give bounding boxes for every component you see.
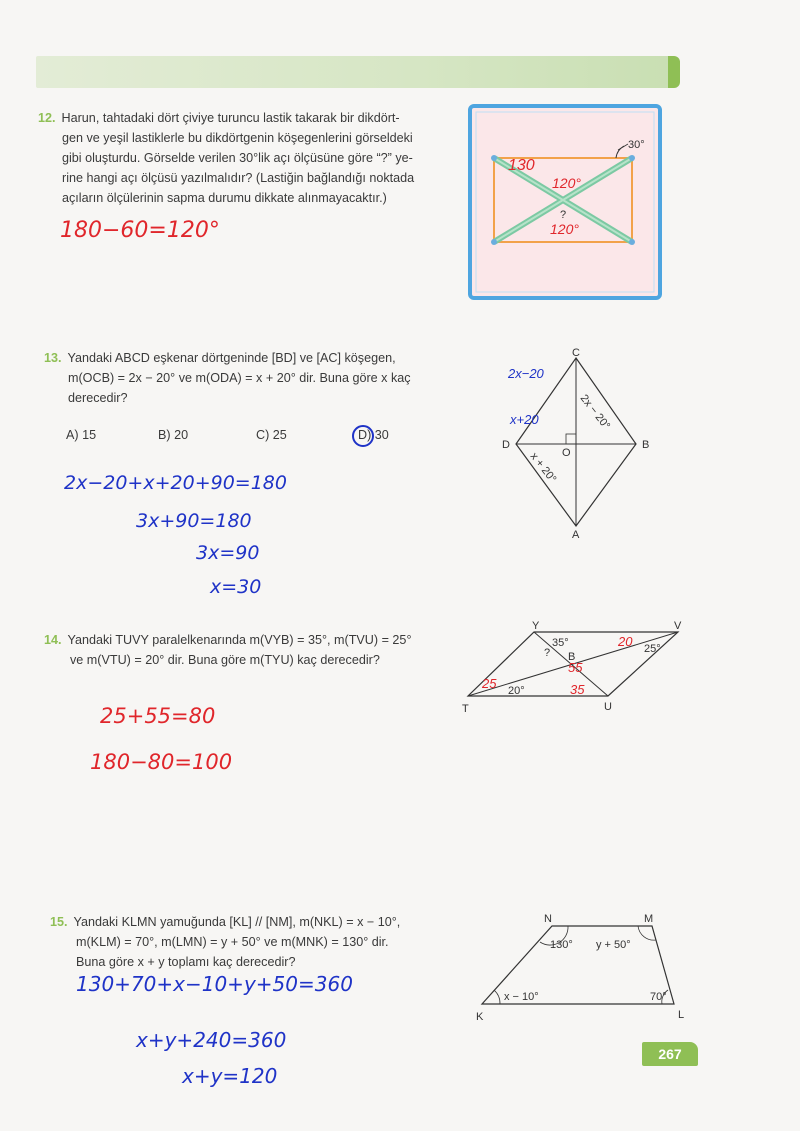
handwritten-work-14-line-1: 25+55=80 xyxy=(100,704,216,728)
svg-text:55: 55 xyxy=(568,660,583,675)
handwritten-work-15-line-2: x+y+240=360 xyxy=(136,1028,287,1052)
svg-text:U: U xyxy=(604,701,612,713)
svg-text:M: M xyxy=(644,913,654,925)
svg-text:x + 20°: x + 20° xyxy=(527,450,559,486)
svg-text:V: V xyxy=(674,620,682,632)
svg-text:2x−20: 2x−20 xyxy=(508,366,544,381)
svg-text:20°: 20° xyxy=(508,685,525,697)
svg-text:x+20: x+20 xyxy=(510,412,539,427)
svg-text:20: 20 xyxy=(618,634,633,649)
figure-14-parallelogram xyxy=(460,618,696,718)
option-d[interactable]: D) 30 xyxy=(358,428,389,442)
handwritten-work-15-line-3: x+y=120 xyxy=(182,1064,278,1088)
svg-text:70°: 70° xyxy=(650,991,667,1003)
handwritten-work-13-line-3: 3x=90 xyxy=(196,542,260,564)
svg-text:130°: 130° xyxy=(550,939,573,951)
question-number: 12. xyxy=(38,111,56,125)
svg-text:x − 10°: x − 10° xyxy=(504,991,539,1003)
handwritten-answer-12: 180−60=120° xyxy=(60,218,220,243)
selected-answer-circle xyxy=(352,425,374,447)
question-14: 14. Yandaki TUVY paralelkenarında m(VYB) = 35°, m(TVU) = 25° ve m(VTU) = 20° dir. Buna göre m(TYU) kaç derecedir? xyxy=(44,633,412,667)
svg-text:25°: 25° xyxy=(644,643,661,655)
option-c[interactable]: C) 25 xyxy=(256,428,287,442)
svg-text:Y: Y xyxy=(532,620,540,632)
handwritten-mark: 130 xyxy=(508,157,535,174)
figure-12-board xyxy=(468,104,662,300)
header-bar xyxy=(36,56,672,88)
svg-text:35: 35 xyxy=(570,682,585,697)
svg-text:D: D xyxy=(502,439,510,451)
figure-15-trapezoid xyxy=(470,906,696,1030)
page-number: 267 xyxy=(642,1042,698,1066)
figure-13-rhombus xyxy=(496,344,666,544)
handwritten-mark: 120° xyxy=(550,221,579,237)
question-number: 14. xyxy=(44,633,62,647)
svg-text:35°: 35° xyxy=(552,637,569,649)
option-b[interactable]: B) 20 xyxy=(158,428,189,442)
handwritten-work-14-line-2: 180−80=100 xyxy=(90,750,233,774)
handwritten-work-13-line-1: 2x−20+x+20+90=180 xyxy=(64,472,287,494)
svg-text:?: ? xyxy=(544,647,551,659)
handwritten-work-13-line-2: 3x+90=180 xyxy=(136,510,252,532)
svg-text:25: 25 xyxy=(482,676,497,691)
handwritten-mark: 120° xyxy=(552,175,581,191)
handwritten-work-15-line-1: 130+70+x−10+y+50=360 xyxy=(76,972,353,996)
svg-text:y + 50°: y + 50° xyxy=(596,939,631,951)
svg-text:C: C xyxy=(572,347,580,359)
svg-text:T: T xyxy=(462,703,469,715)
svg-text:B: B xyxy=(568,651,576,663)
svg-text:A: A xyxy=(572,529,580,541)
question-12: 12. Harun, tahtadaki dört çiviye turuncu lastik takarak bir dikdört- gen ve yeşil lastiklerle bu dikdörtgenin köşegenlerini görseldeki gibi oluşturdu. Görselde verilen 30°lik açı ölçüsüne göre “?” ye- rine hangi açı ölçüsü yazılmalıdır? (Lastiğin bağlandığı noktada açıların ölçülerinin sapma durumu dikkate alınmayacaktır.) xyxy=(38,111,415,205)
handwritten-work-13-line-4: x=30 xyxy=(210,576,262,598)
svg-text:2x − 20°: 2x − 20° xyxy=(577,392,613,432)
option-a[interactable]: A) 15 xyxy=(66,428,97,442)
svg-text:K: K xyxy=(476,1011,484,1023)
question-number: 15. xyxy=(50,915,68,929)
svg-text:N: N xyxy=(544,913,552,925)
question-13: 13. Yandaki ABCD eşkenar dörtgeninde [BD] ve [AC] köşegen, m(OCB) = 2x − 20° ve m(ODA) = x + 20° dir. Buna göre x kaç derecedir? xyxy=(44,351,411,405)
question-15: 15. Yandaki KLMN yamuğunda [KL] // [NM], m(NKL) = x − 10°, m(KLM) = 70°, m(LMN) = y + 50° ve m(MNK) = 130° dir. Buna göre x + y toplamı kaç derecedir? xyxy=(50,915,401,969)
angle-label: 30° xyxy=(628,139,645,151)
svg-text:L: L xyxy=(678,1009,685,1021)
svg-text:O: O xyxy=(562,447,571,459)
header-tab xyxy=(668,56,680,88)
question-mark: ? xyxy=(560,209,567,221)
question-number: 13. xyxy=(44,351,62,365)
svg-text:B: B xyxy=(642,439,650,451)
